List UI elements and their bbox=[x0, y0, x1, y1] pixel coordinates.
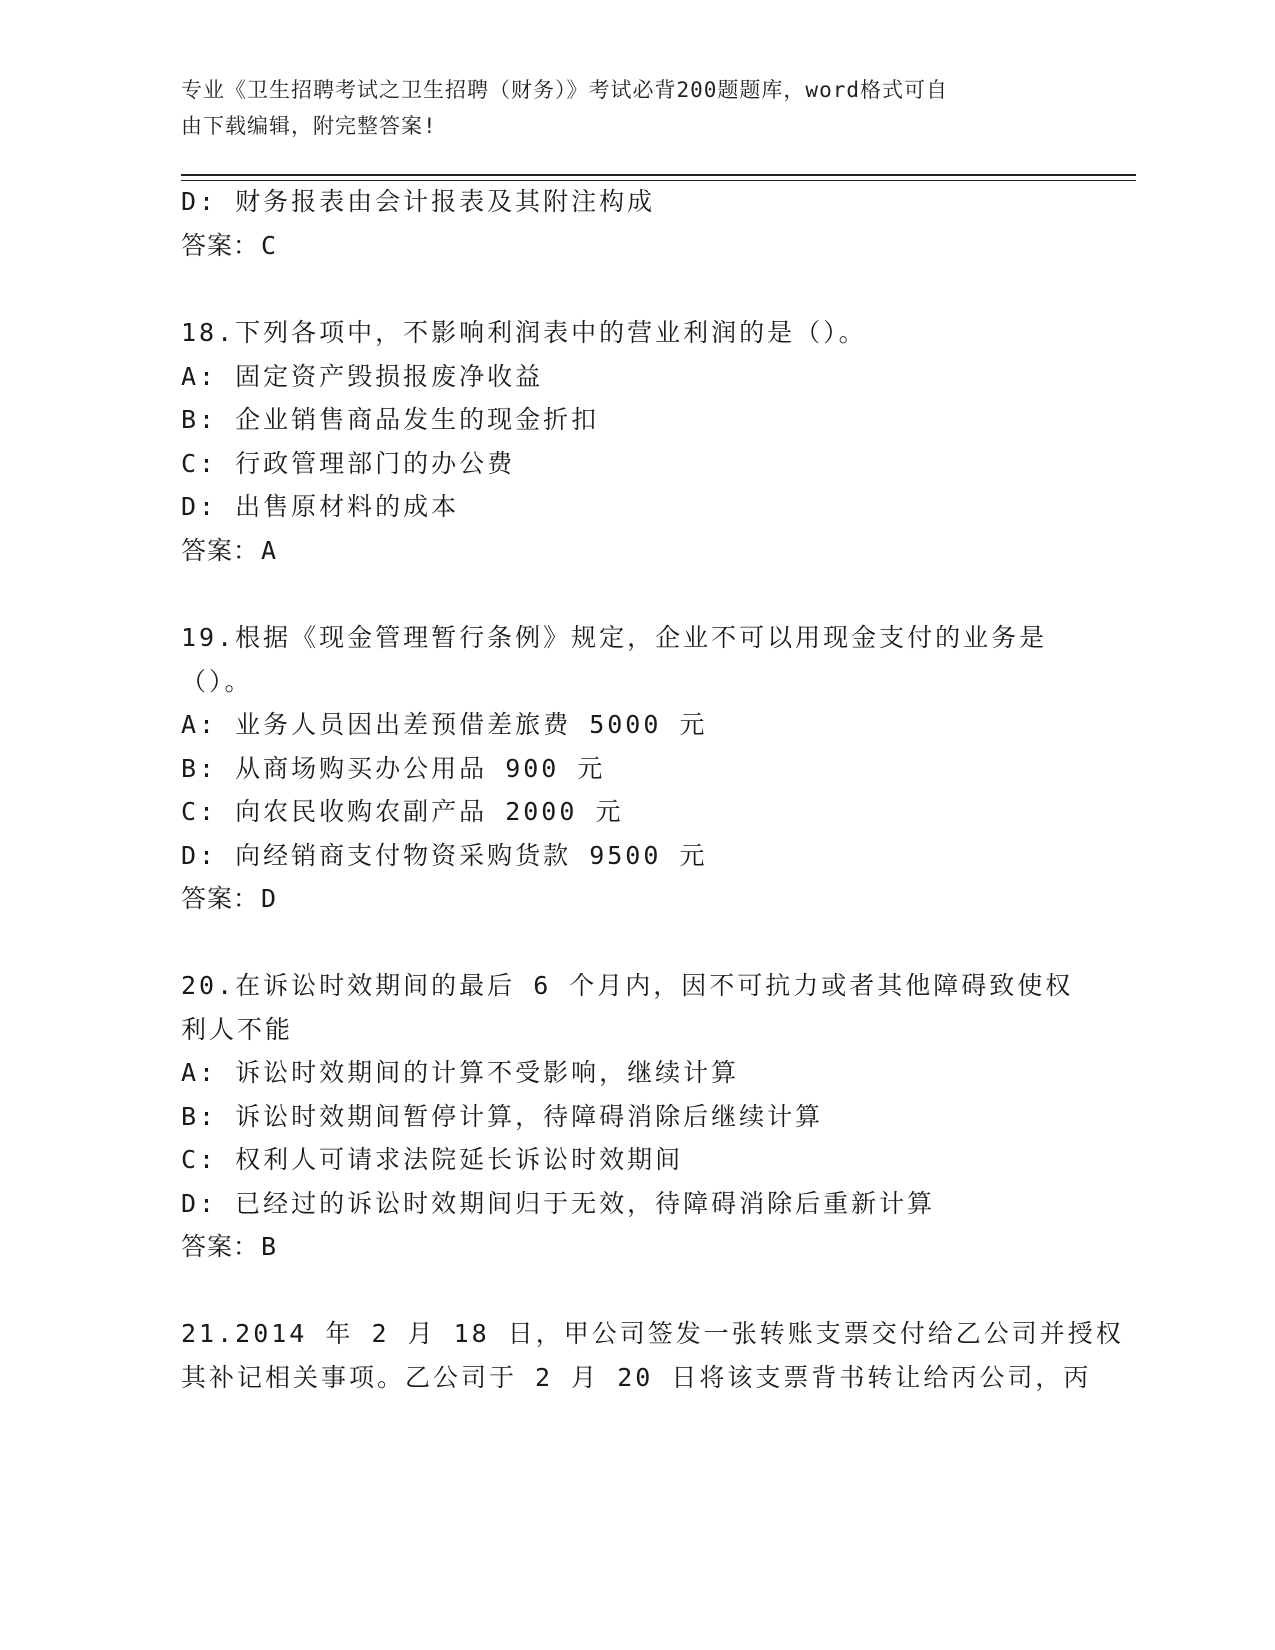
header-rule-thin bbox=[181, 180, 1136, 181]
q18-stem: 18.下列各项中，不影响利润表中的营业利润的是（）。 bbox=[181, 318, 867, 347]
answer-value: D bbox=[261, 884, 278, 913]
q20-answer bbox=[181, 1230, 277, 1264]
answer-value: B bbox=[261, 1232, 278, 1261]
q19-option-b: B: 从商场购买办公用品 900 元 bbox=[181, 754, 606, 783]
prev-option-d: D: 财务报表由会计报表及其附注构成 bbox=[181, 187, 656, 216]
header-rule-thick bbox=[181, 174, 1136, 176]
q19-option-a: A: 业务人员因出差预借差旅费 5000 元 bbox=[181, 710, 708, 739]
q20-option-d: D: 已经过的诉讼时效期间归于无效，待障碍消除后重新计算 bbox=[181, 1189, 936, 1218]
q21-stem-line-2: 其补记相关事项。乙公司于 2 月 20 日将该支票背书转让给丙公司，丙 bbox=[181, 1363, 1092, 1392]
q18-option-a: A: 固定资产毁损报废净收益 bbox=[181, 362, 544, 391]
page-header bbox=[181, 72, 1061, 144]
q20-stem-line-2: 利人不能 bbox=[181, 1015, 294, 1044]
q18-option-c: C: 行政管理部门的办公费 bbox=[181, 449, 516, 478]
q21-stem-line-1: 21.2014 年 2 月 18 日，甲公司签发一张转账支票交付给乙公司并授权 bbox=[181, 1319, 1124, 1348]
answer-label: 答案： bbox=[181, 231, 260, 260]
answer-value: C bbox=[261, 231, 278, 260]
q19-option-c: C: 向农民收购农副产品 2000 元 bbox=[181, 797, 624, 826]
answer-label: 答案： bbox=[181, 884, 260, 913]
q20-option-a: A: 诉讼时效期间的计算不受影响，继续计算 bbox=[181, 1058, 740, 1087]
q20-option-b: B: 诉讼时效期间暂停计算，待障碍消除后继续计算 bbox=[181, 1102, 824, 1131]
q19-stem-line-2: （）。 bbox=[181, 667, 253, 696]
q20-option-c: C: 权利人可请求法院延长诉讼时效期间 bbox=[181, 1145, 684, 1174]
q19-answer bbox=[181, 882, 277, 916]
answer-label: 答案： bbox=[181, 1232, 260, 1261]
prev-answer bbox=[181, 229, 277, 263]
answer-label: 答案： bbox=[181, 536, 260, 565]
header-line-2: 由下载编辑，附完整答案! bbox=[181, 114, 437, 138]
q18-answer bbox=[181, 534, 277, 568]
header-line-1: 专业《卫生招聘考试之卫生招聘（财务）》考试必背200题题库，word格式可自 bbox=[181, 78, 948, 102]
answer-value: A bbox=[261, 536, 278, 565]
q20-stem-line-1: 20.在诉讼时效期间的最后 6 个月内，因不可抗力或者其他障碍致使权 bbox=[181, 971, 1074, 1000]
q19-stem-line-1: 19.根据《现金管理暂行条例》规定，企业不可以用现金支付的业务是 bbox=[181, 623, 1048, 652]
q18-option-d: D: 出售原材料的成本 bbox=[181, 492, 460, 521]
q19-option-d: D: 向经销商支付物资采购货款 9500 元 bbox=[181, 841, 708, 870]
q18-option-b: B: 企业销售商品发生的现金折扣 bbox=[181, 405, 600, 434]
